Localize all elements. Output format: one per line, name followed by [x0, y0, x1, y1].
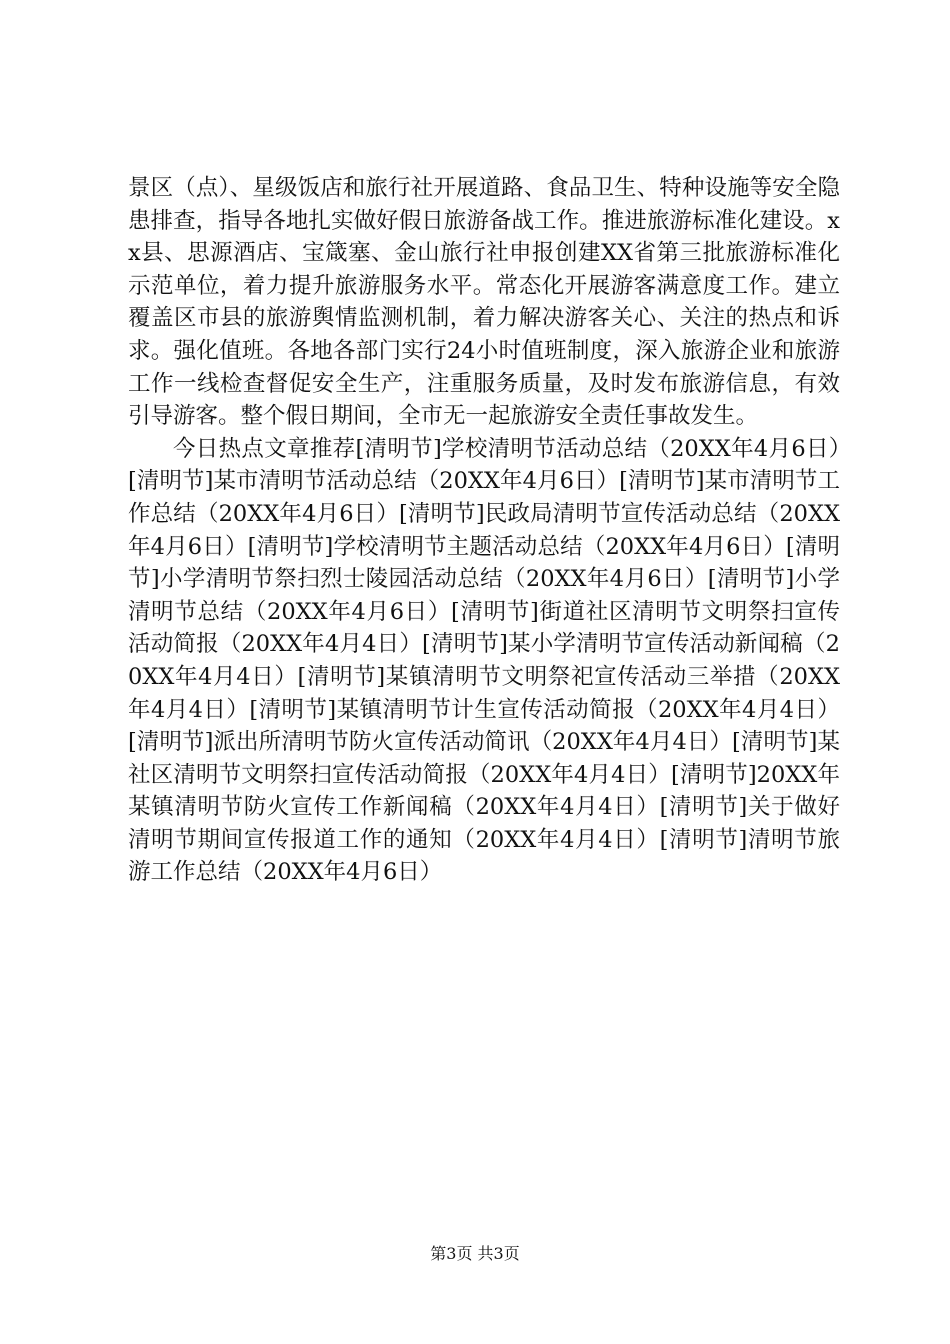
body-paragraph: 景区（点）、星级饭店和旅行社开展道路、食品卫生、特种设施等安全隐患排查，指导各地扎实做好假日旅游备战工作。推进旅游标准化建设。xx县、思源酒店、宝箴塞、金山旅行社申报创建XX省第三批旅游标准化示范单位，着力提升旅游服务水平。常态化开展游客满意度工作。建立覆盖区市县的旅游舆情监测机制，着力解决游客关心、关注的热点和诉求。强化值班。各地各部门实行24小时值班制度，深入旅游企业和旅游工作一线检查督促安全生产，注重服务质量，及时发布旅游信息，有效引导游客。整个假日期间，全市无一起旅游安全责任事故发生。: [128, 175, 840, 430]
document-body: [128, 172, 840, 889]
hot-articles-paragraph: 今日热点文章推荐[清明节]学校清明节活动总结（20XX年4月6日）[清明节]某市清明节活动总结（20XX年4月6日）[清明节]某市清明节工作总结（20XX年4月6日）[清明节]民政局清明节宣传活动总结（20XX年4月6日）[清明节]学校清明节主题活动总结（20XX年4月6日）[清明节]小学清明节祭扫烈士陵园活动总结（20XX年4月6日）[清明节]小学清明节总结（20XX年4月6日）[清明节]街道社区清明节文明祭扫宣传活动简报（20XX年4月4日）[清明节]某小学清明节宣传活动新闻稿（20XX年4月4日）[清明节]某镇清明节文明祭祀宣传活动三举措（20XX年4月4日）[清明节]某镇清明节计生宣传活动简报（20XX年4月4日）[清明节]派出所清明节防火宣传活动简讯（20XX年4月4日）[清明节]某社区清明节文明祭扫宣传活动简报（20XX年4月4日）[清明节]20XX年某镇清明节防火宣传工作新闻稿（20XX年4月4日）[清明节]关于做好清明节期间宣传报道工作的通知（20XX年4月4日）[清明节]清明节旅游工作总结（20XX年4月6日）: [128, 435, 840, 886]
page-number-footer: 第3页 共3页: [430, 1244, 520, 1263]
